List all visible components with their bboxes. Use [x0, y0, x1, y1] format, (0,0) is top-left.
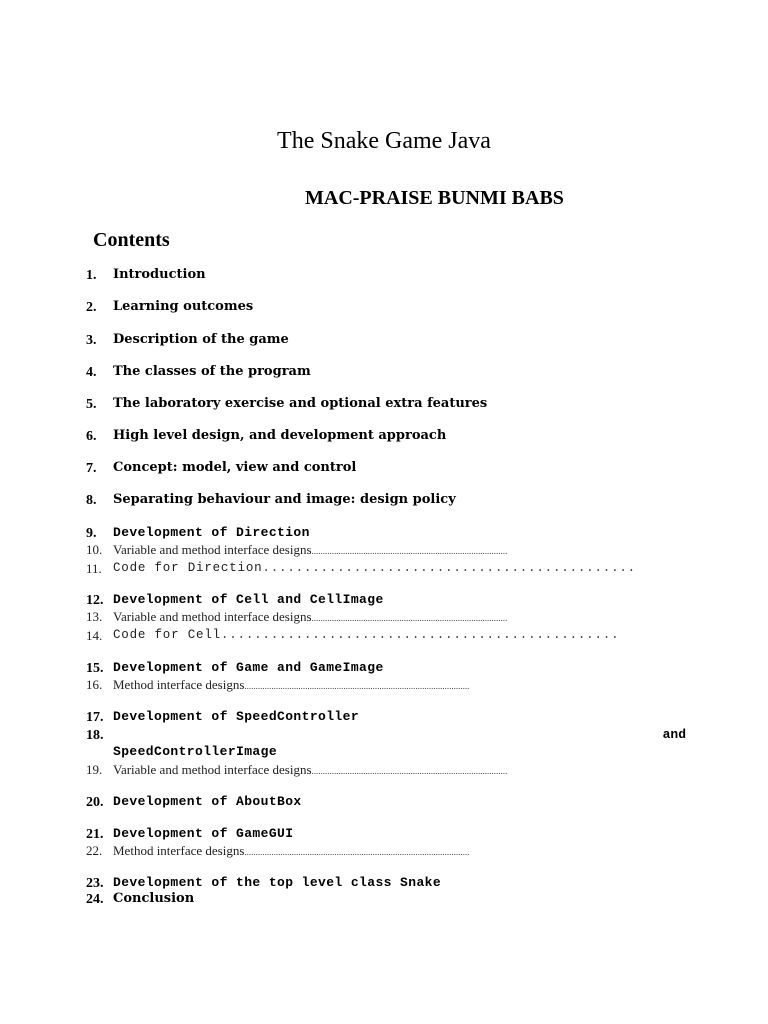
toc-leader-dots: .................................................................................................... [244, 847, 470, 857]
toc-leader-dots: ................................................ [220, 628, 620, 642]
toc-item-number: 4. [86, 365, 97, 380]
toc-item-number: 18. [86, 728, 104, 743]
toc-item-label: Method interface designs [113, 843, 245, 858]
toc-item-number: 22. [86, 843, 103, 858]
toc-item-label: Development of Direction [113, 525, 310, 540]
toc-item-label: Development of SpeedController [113, 709, 360, 724]
toc-item-label: Separating behaviour and image: design policy [113, 492, 456, 507]
toc-item-number: 8. [86, 493, 97, 508]
author-name: MAC-PRAISE BUNMI BABS [305, 187, 564, 209]
toc-item-number: 15. [86, 661, 104, 676]
toc-item-label: Concept: model, view and control [113, 460, 357, 475]
toc-item-number: 9. [86, 526, 97, 541]
toc-item-label: Variable and method interface designs [113, 609, 312, 624]
toc-item-label: The laboratory exercise and optional extra features [113, 396, 488, 411]
toc-item-number: 23. [86, 876, 104, 891]
toc-item-number: 6. [86, 429, 97, 444]
toc-item-number: 17. [86, 710, 104, 725]
toc-item-number: 14. [86, 628, 103, 643]
toc-item-label: Method interface designs [113, 677, 245, 692]
toc-item-number: 19. [86, 762, 103, 777]
toc-item-number: 20. [86, 795, 104, 810]
toc-item-number: 10. [86, 542, 103, 557]
toc-and-word: and [662, 727, 686, 742]
toc-item-number: 16. [86, 677, 103, 692]
toc-item-number: 1. [86, 268, 97, 283]
toc-item-label: Description of the game [113, 332, 289, 347]
toc-item-label: Development of AboutBox [113, 794, 302, 809]
toc-leader-dots: ....................................................................................... [311, 613, 508, 623]
toc-leader-dots: .................................................................................................... [244, 681, 470, 691]
toc-item-number: 7. [86, 461, 97, 476]
toc-item-label: Variable and method interface designs [113, 762, 312, 777]
toc-item-number: 13. [86, 609, 103, 624]
toc-item-number: 3. [86, 333, 97, 348]
contents-heading: Contents [93, 229, 170, 251]
toc-item-label: Development of Game and GameImage [113, 660, 384, 675]
toc-item-number: 21. [86, 827, 104, 842]
toc-item-label: SpeedControllerImage [113, 744, 278, 759]
toc-item-number: 11. [86, 561, 102, 576]
toc-item-label: Variable and method interface designs [113, 542, 312, 557]
toc-item-number: 24. [86, 892, 104, 907]
toc-item-label: Introduction [113, 267, 206, 282]
toc-item-number: 12. [86, 593, 104, 608]
toc-leader-dots: ....................................................................................... [311, 546, 508, 556]
toc-leader-dots: ....................................................................................... [311, 766, 508, 776]
toc-item-label: Code for Cell [113, 628, 221, 642]
toc-item-label: Code for Direction [113, 561, 263, 575]
toc-item-label: Development of Cell and CellImage [113, 592, 384, 607]
toc-item-number: 2. [86, 300, 97, 315]
toc-item-label: Conclusion [113, 891, 195, 906]
toc-item-label: Learning outcomes [113, 299, 254, 314]
document-title: The Snake Game Java [277, 128, 491, 154]
toc-item-label: High level design, and development approach [113, 428, 447, 443]
toc-item-label: The classes of the program [113, 364, 311, 379]
toc-leader-dots: ............................................. [262, 561, 636, 575]
toc-item-label: Development of the top level class Snake [113, 875, 442, 890]
toc-item-number: 5. [86, 397, 97, 412]
toc-item-label: Development of GameGUI [113, 826, 294, 841]
